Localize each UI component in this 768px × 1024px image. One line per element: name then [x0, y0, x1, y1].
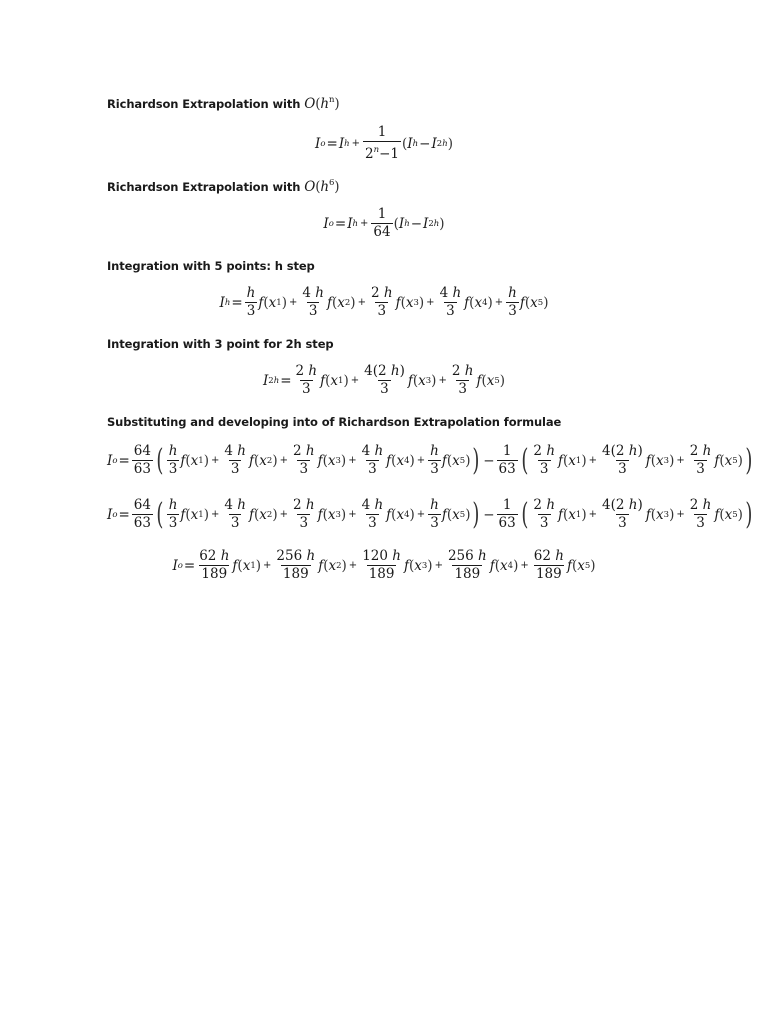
heading-integration-5-points: Integration with 5 points: h step — [107, 259, 315, 273]
equation-final-result: I o = $\frac{62 h}{189}$ f ( x 1 ) + $\frac{256 h}{189}$ f ( x 2 ) + $\frac{120 h}{189}$ f ( x 3 ) + $\frac{256 h}{189}$ f ( x 4 ) + $\frac{62 h}{189}$ f ( x 5 ) — [172, 548, 596, 582]
heading-substituting: Substituting and developing into of Richardson Extrapolation formulae — [107, 415, 562, 429]
heading-richardson-order-6: Richardson Extrapolation with $O(h^6)$ — [107, 178, 340, 195]
equation-integration-h-step: I h = $\frac{h}{3}$ f ( x 1 ) + $\frac{4 h}{3}$ f ( x 2 ) + $\frac{2 h}{3}$ f ( x 3 ) + $\frac{4 h}{3}$ f ( x 4 ) + $\frac{h}{3}$ f ( x 5 ) — [219, 285, 549, 319]
equation-integration-2h-step: I 2h = $\frac{2 h}{3}$ f ( x 1 ) + $\frac{4(2 h)}{3}$ f ( x 3 ) + $\frac{2 h}{3}$ f ( x 5 ) — [262, 363, 506, 397]
fraction: $\frac{1}{64}$ — [373, 206, 391, 240]
equation-substitution-1: I o = $\frac{64}{63}$ ( $\frac{h}{3}$ f ( x 1 ) + $\frac{4 h}{3}$ f ( x 2 ) + $\frac{2 h}{3}$ f ( x 3 ) + $\frac{4 h}{3}$ f ( x 4 ) + $\frac{h}{3}$ f ( x 5 ) ) − $\frac{1}{63}$ ( $\frac{2 h}{3}$ f ( x 1 ) + $\frac{4(2 h)}{3}$ f ( x 3 ) + $\frac{2 h}{3}$ f ( x 5 ) ) — [107, 442, 753, 478]
equation-richardson-order-6: I o = I h + $\frac{1}{64}$ ( I h − I 2h ) — [323, 206, 445, 240]
fraction: $\frac{1}{2^n-1}$ — [365, 124, 400, 162]
order-notation: $O(h^6)$ — [304, 178, 340, 195]
equation-substitution-2: I o = $\frac{64}{63}$ ( $\frac{h}{3}$ f ( x 1 ) + $\frac{4 h}{3}$ f ( x 2 ) + $\frac{2 h}{3}$ f ( x 3 ) + $\frac{4 h}{3}$ f ( x 4 ) + $\frac{h}{3}$ f ( x 5 ) ) − $\frac{1}{63}$ ( $\frac{2 h}{3}$ f ( x 1 ) + $\frac{4(2 h)}{3}$ f ( x 3 ) + $\frac{2 h}{3}$ f ( x 5 ) ) — [107, 496, 753, 532]
heading-integration-3-points: Integration with 3 point for 2h step — [107, 337, 334, 351]
heading-richardson-order-n: Richardson Extrapolation with $O(h^n)$ — [107, 95, 340, 112]
equation-richardson-general: I o = I h + $\frac{1}{2^n-1}$ ( I h − I 2h ) — [315, 124, 453, 162]
order-notation: $O(h^n)$ — [304, 95, 340, 112]
